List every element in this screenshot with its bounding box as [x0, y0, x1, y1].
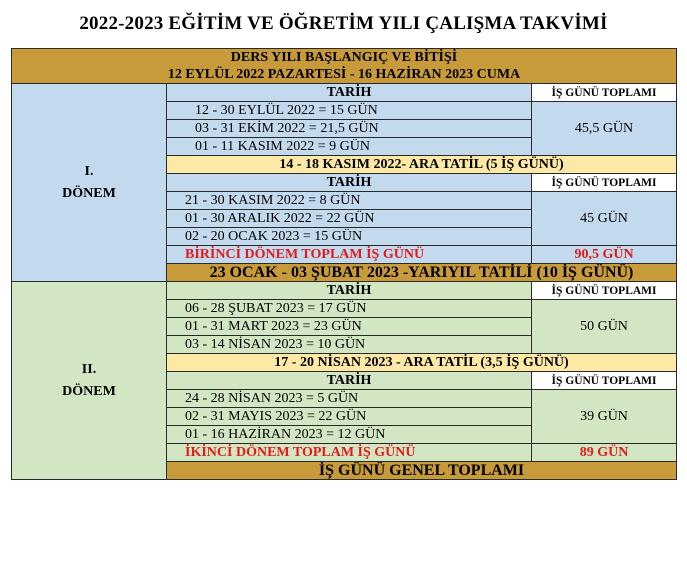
date-range-cell: 02 - 31 MAYIS 2023 = 22 GÜN [167, 408, 532, 426]
term2-sum-label: İKİNCİ DÖNEM TOPLAM İŞ GÜNÜ [167, 444, 532, 462]
date-range-cell: 01 - 31 MART 2023 = 23 GÜN [167, 318, 532, 336]
table-row [12, 282, 677, 300]
date-range-cell: 03 - 31 EKİM 2022 = 21,5 GÜN [167, 120, 532, 138]
page-title: 2022-2023 EĞİTİM VE ÖĞRETİM YILI ÇALIŞMA TAKVİMİ [79, 13, 608, 34]
column-header-tarih: TARİH [167, 372, 532, 390]
term2-label-text: DÖNEM [62, 383, 116, 399]
header-row-2 [12, 66, 677, 84]
midbreak-cell: 23 OCAK - 03 ŞUBAT 2023 -YARIYIL TATİLİ (10 İŞ GÜNÜ) [167, 264, 677, 282]
term2-sum-value: 89 GÜN [532, 444, 677, 462]
term2-label [12, 282, 167, 480]
date-range-cell: 06 - 28 ŞUBAT 2023 = 17 GÜN [167, 300, 532, 318]
date-range-cell: 01 - 30 ARALIK 2022 = 22 GÜN [167, 210, 532, 228]
column-header-toplam: İŞ GÜNÜ TOPLAMI [532, 372, 677, 390]
term1-sum-label: BİRİNCİ DÖNEM TOPLAM İŞ GÜNÜ [167, 246, 532, 264]
term2-label-number: II. [81, 361, 97, 377]
date-range-cell: 12 - 30 EYLÜL 2022 = 15 GÜN [167, 102, 532, 120]
date-range-cell: 01 - 11 KASIM 2022 = 9 GÜN [167, 138, 532, 156]
subtotal-cell: 39 GÜN [532, 390, 677, 444]
term1-label-number: I. [84, 163, 94, 179]
date-range-cell: 21 - 30 KASIM 2022 = 8 GÜN [167, 192, 532, 210]
date-range-cell: 03 - 14 NİSAN 2023 = 10 GÜN [167, 336, 532, 354]
date-range-cell: 01 - 16 HAZİRAN 2023 = 12 GÜN [167, 426, 532, 444]
column-header-tarih: TARİH [167, 174, 532, 192]
table-row [12, 84, 677, 102]
header-line-1: DERS YILI BAŞLANGIÇ VE BİTİŞİ [12, 49, 677, 67]
calendar-table [11, 48, 677, 480]
column-header-tarih: TARİH [167, 84, 532, 102]
break-row: 17 - 20 NİSAN 2023 - ARA TATİL (3,5 İŞ GÜNÜ) [167, 354, 677, 372]
column-header-toplam: İŞ GÜNÜ TOPLAMI [532, 282, 677, 300]
header-line-2: 12 EYLÜL 2022 PAZARTESİ - 16 HAZİRAN 2023 CUMA [12, 66, 677, 84]
column-header-toplam: İŞ GÜNÜ TOPLAMI [532, 174, 677, 192]
date-range-cell: 24 - 28 NİSAN 2023 = 5 GÜN [167, 390, 532, 408]
column-header-tarih: TARİH [167, 282, 532, 300]
header-row-1 [12, 49, 677, 67]
subtotal-cell: 50 GÜN [532, 300, 677, 354]
column-header-toplam: İŞ GÜNÜ TOPLAMI [532, 84, 677, 102]
break-row: 14 - 18 KASIM 2022- ARA TATİL (5 İŞ GÜNÜ) [167, 156, 677, 174]
grand-total-label: İŞ GÜNÜ GENEL TOPLAMI [167, 462, 677, 480]
term1-label-text: DÖNEM [62, 185, 116, 201]
term1-label [12, 84, 167, 282]
subtotal-cell: 45,5 GÜN [532, 102, 677, 156]
term1-sum-value: 90,5 GÜN [532, 246, 677, 264]
date-range-cell: 02 - 20 OCAK 2023 = 15 GÜN [167, 228, 532, 246]
subtotal-cell: 45 GÜN [532, 192, 677, 246]
